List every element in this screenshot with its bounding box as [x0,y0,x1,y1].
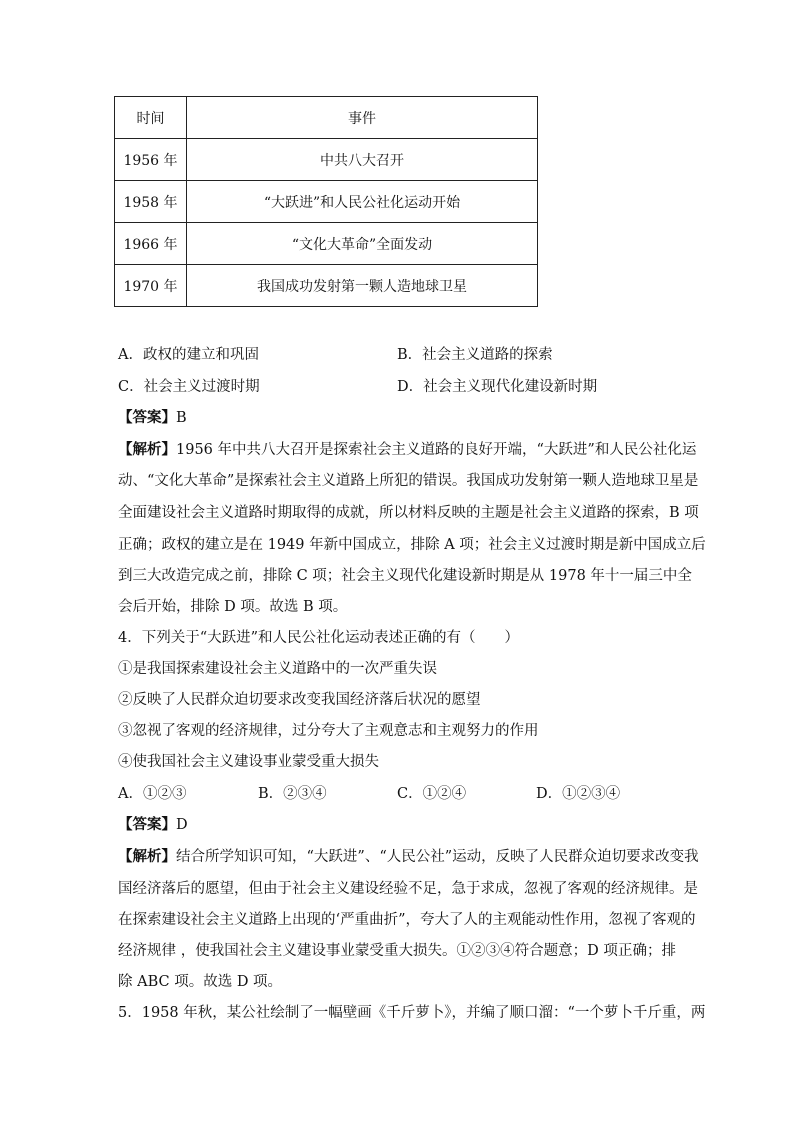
table-row [115,223,538,265]
q4-option-a: A．①②③ [118,786,187,802]
q4-analysis-line: 国经济落后的愿望，但由于社会主义建设经验不足，急于求成，忽视了客观的经济规律。是 [118,881,698,897]
table-header-row [115,97,538,139]
header-event: 事件 [187,97,538,139]
row-event: 中共八大召开 [187,139,538,181]
row-event: 我国成功发射第一颗人造地球卫星 [187,265,538,307]
row-year: 1958 年 [115,181,187,223]
row-year: 1956 年 [115,139,187,181]
analysis-tag: 【解析】 [118,441,176,458]
q4-analysis-line: 在探索建设社会主义道路上出现的‘严重曲折”，夸大了人的主观能动性作用，忽视了客观的 [118,912,696,928]
q4-item: ①是我国探索建设社会主义道路中的一次严重失误 [118,661,437,677]
q3-option-b: B．社会主义道路的探索 [397,347,553,363]
q4-item: ④使我国社会主义建设事业蒙受重大损失 [118,754,379,770]
q3-option-c: C．社会主义过渡时期 [118,379,260,395]
answer-tag: 【答案】 [118,816,176,833]
q4-option-c: C．①②④ [397,786,467,802]
row-year: 1966 年 [115,223,187,265]
q4-item: ②反映了人民群众迫切要求改变我国经济落后状况的愿望 [118,692,481,708]
table-row [115,139,538,181]
q4-option-b: B．②③④ [258,786,327,802]
answer-value: B [176,410,187,426]
q3-analysis-line: 全面建设社会主义道路时期取得的成就，所以材料反映的主题是社会主义道路的探索，B 项 [118,505,699,521]
events-table [114,96,538,307]
q3-analysis-line: 【解析】1956 年中共八大召开是探索社会主义道路的良好开端，“大跃进”和人民公社化运 [118,441,697,458]
row-year: 1970 年 [115,265,187,307]
q4-analysis-line: 除 ABC 项。故选 D 项。 [118,974,283,990]
row-event: “文化大革命”全面发动 [187,223,538,265]
header-time: 时间 [115,97,187,139]
row-event: “大跃进”和人民公社化运动开始 [187,181,538,223]
q3-option-d: D．社会主义现代化建设新时期 [397,379,598,395]
analysis-tag: 【解析】 [118,848,176,865]
q3-analysis-line: 会后开始，排除 D 项。故选 B 项。 [118,599,348,615]
q4-analysis-line: 经济规律 ，使我国社会主义建设事业蒙受重大损失。①②③④符合题意；D 项正确；排 [118,943,676,959]
q3-analysis-line: 正确；政权的建立是在 1949 年新中国成立，排除 A 项；社会主义过渡时期是新中国成立后 [118,537,706,553]
q5-stem: 5．1958 年秋，某公社绘制了一幅壁画《千斤萝卜》，并编了顺口溜：“一个萝卜千斤重，两 [118,1005,706,1021]
q4-stem: 4．下列关于“大跃进”和人民公社化运动表述正确的有（ ） [118,630,520,646]
q4-analysis-line: 【解析】结合所学知识可知，“大跃进”、“人民公社”运动，反映了人民群众迫切要求改变我 [118,848,699,865]
q4-item: ③忽视了客观的经济规律，过分夸大了主观意志和主观努力的作用 [118,723,539,739]
q4-option-d: D．①②③④ [536,786,621,802]
q3-option-a: A．政权的建立和巩固 [118,347,259,363]
q3-analysis-line: 动、“文化大革命”是探索社会主义道路上所犯的错误。我国成功发射第一颗人造地球卫星是 [118,473,699,489]
q4-answer [118,815,188,835]
q3-answer [118,408,187,428]
q3-analysis-line: 到三大改造完成之前，排除 C 项；社会主义现代化建设新时期是从 1978 年十一届三中全 [118,568,692,584]
table-row [115,265,538,307]
answer-value: D [176,817,188,833]
answer-tag: 【答案】 [118,409,176,426]
table-row [115,181,538,223]
